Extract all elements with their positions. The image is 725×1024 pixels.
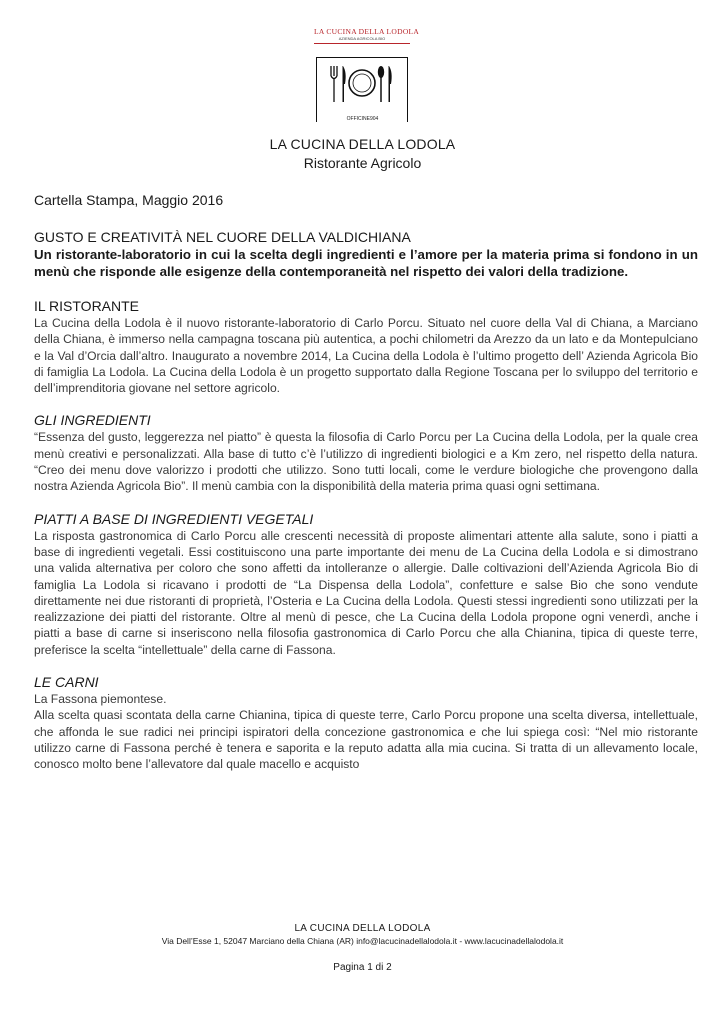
intro-heading: GUSTO E CREATIVITÀ NEL CUORE DELLA VALDICHIANA <box>34 229 411 245</box>
footer-address: Via Dell’Esse 1, 52047 Marciano della Chiana (AR) info@lacucinadellalodola.it - www.lacucinadellalodola.it <box>161 936 564 946</box>
ingredienti-body: “Essenza del gusto, leggerezza nel piatto” è questa la filosofia di Carlo Porcu per La Cucina della Lodola, per la quale crea menù creativi e personalizzati. Alla base di tutto c’è l’utilizzo di ingredienti biologici e a Km zero, nel rispetto della natura. “Creo dei menu dove valorizzo i prodotti che utilizzo. Sono tutti locali, come le verdure biologiche che provengono dalla nostra Azienda Agricola Bio”. Il menù cambia con la disponibilità della materia prima quasi ogni settimana. <box>34 430 698 494</box>
carni-heading: LE CARNI <box>34 674 99 691</box>
ristorante-body: La Cucina della Lodola è il nuovo ristorante-laboratorio di Carlo Porcu. Situato nel cuore della Val di Chiana, a Marciano della Chiana, è immerso nella campagna toscana più autentica, a pochi chilometri da Arezzo da un lato e da Montepulciano e la Val d’Orcia dall’altro. Inaugurato a novembre 2014, La Cucina della Lodola è l’ultimo progetto dell’ Azienda Agricola Bio di famiglia La Lodola. La Cucina della Lodola è un progetto supportato dalla Regione Toscana per lo sviluppo del territorio e dell’imprenditoria giovane nel settore agricolo. <box>34 316 698 396</box>
page-title: LA CUCINA DELLA LODOLA <box>269 136 456 152</box>
carni-body: Alla scelta quasi scontata della carne Chianina, tipica di queste terre, Carlo Porcu propone una scelta diversa, intellettuale, che affonda le sue radici nei principi ispiratori della concezione gastronomica e che lui spiega così: “Nel mio ristorante utilizzo carne di Fassona perché è tenera e saporita e la reputo adatta alla mia cucina. Si tratta di un allevamento locale, conosco molto bene l’allevatore dal quale macello e acquisto <box>34 708 698 772</box>
press-line: Cartella Stampa, Maggio 2016 <box>34 192 224 208</box>
document-body <box>34 192 698 773</box>
ristorante-heading: IL RISTORANTE <box>34 298 140 314</box>
ingredienti-heading: GLI INGREDIENTI <box>34 412 151 429</box>
logo-name: LA CUCINA DELLA LODOLA <box>314 27 420 36</box>
logo <box>312 27 420 44</box>
page-number: Pagina 1 di 2 <box>333 962 392 973</box>
carni-line1: La Fassona piemontese. <box>34 692 167 707</box>
logo-banner <box>314 27 420 44</box>
logo-subtitle: AZIENDA AGRICOLA BIO <box>338 36 386 41</box>
page-subtitle: Ristorante Agricolo <box>303 155 422 171</box>
logo-office-text: OFFICINE904 <box>346 116 379 122</box>
intro-lead: Un ristorante-laboratorio in cui la scelta degli ingredienti e l’amore per la materia prima si fondono in un menù che risponde alle esigenze della contemporaneità nel rispetto dei valori della tradizione. <box>34 247 698 279</box>
footer-name: LA CUCINA DELLA LODOLA <box>294 923 431 934</box>
vegetali-heading: PIATTI A BASE DI INGREDIENTI VEGETALI <box>34 510 314 527</box>
cutlery-plate-icon <box>325 62 399 106</box>
vegetali-body: La risposta gastronomica di Carlo Porcu alle crescenti necessità di proposte alimentari attente alla salute, sono i piatti a base di ingredienti vegetali. Essi costituiscono una parte importante dei menu de La Cucina della Lodola e si dimostrano una valida alternativa per coloro che sono affetti da intolleranze o allergie. Dalle coltivazioni dell’Azienda Agricola Bio di famiglia La Lodola si ricavano i prodotti de “La Dispensa della Lodola”, confetture e salse Bio che sono vendute direttamente nei due ristoranti di proprietà, l’Osteria e La Cucina della Lodola. Questi stessi ingredienti sono utilizzati per la realizzazione dei piatti del ristorante. Oltre al menù di pesce, che La Cucina della Lodola propone ogni venerdì, anche i piatti a base di carne si inseriscono nella filosofia gastronomica di Carlo Porcu che alla Chianina, tipica di queste terre, preferisce la scelta “intellettuale” della carne di Fassona. <box>34 528 698 657</box>
